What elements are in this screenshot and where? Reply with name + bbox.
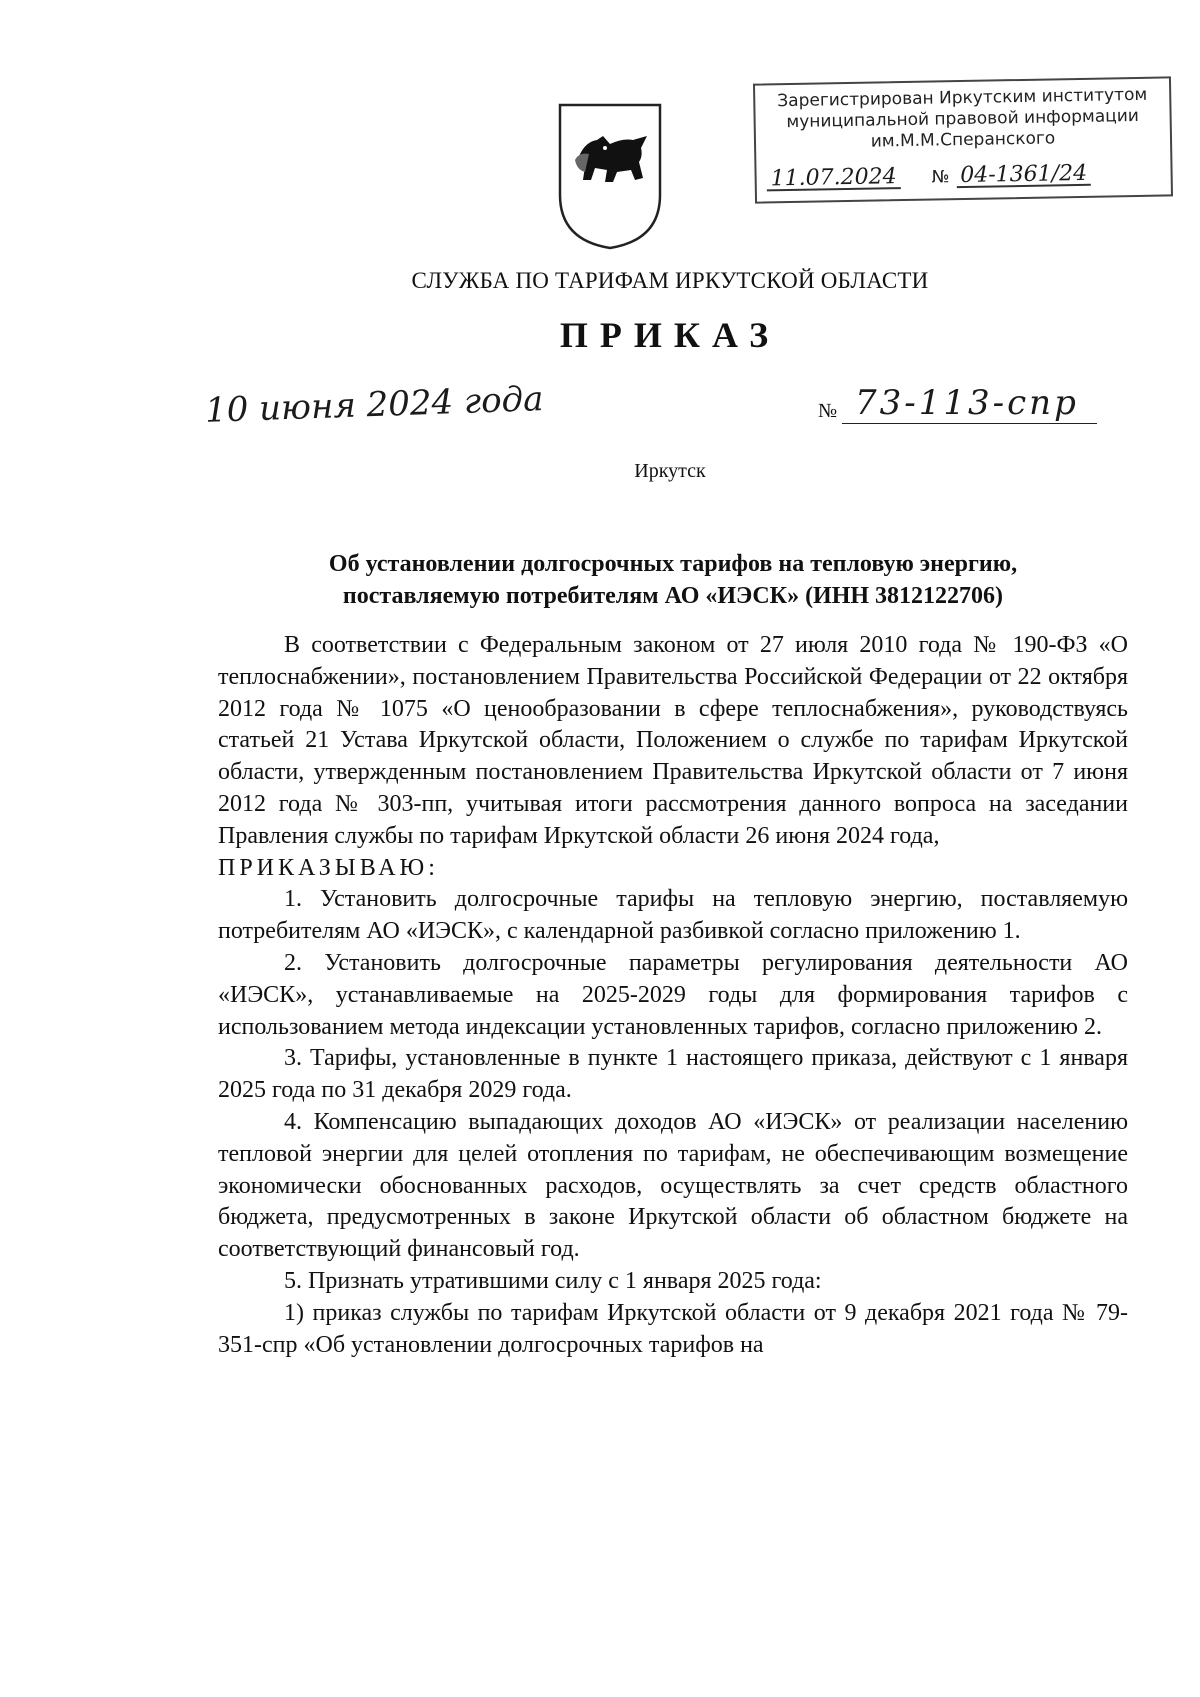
item-1-paragraph: 1. Установить долгосрочные тарифы на тепловую энергию, поставляемую потребителям АО «ИЭСК», с календарной разбивкой согласно приложению 1. — [218, 886, 1128, 945]
city: Иркутск — [634, 460, 706, 482]
stamp-line-3: им.М.М.Сперанского — [870, 128, 1056, 152]
document-title — [218, 548, 1128, 612]
item-2-paragraph: 2. Установить долгосрочные параметры регулирования деятельности АО «ИЭСК», устанавливаемые на 2025-2029 годы для формирования тарифов с использованием метода индексации установленных тарифов, согласно приложению 2. — [218, 949, 1128, 1040]
agency-name: СЛУЖБА ПО ТАРИФАМ ИРКУТСКОЙ ОБЛАСТИ — [411, 268, 929, 293]
order-number: 73-113-спр — [855, 383, 1079, 423]
stamp-date: 11.07.2024 — [766, 166, 900, 191]
preamble-paragraph: В соответствии с Федеральным законом от 27 июля 2010 года № 190-ФЗ «О теплоснабжении», постановлением Правительства Российской Федерации от 22 октября 2012 года № 1075 «О ценообразовании в сфере теплоснабжения», руководствуясь статьей 21 Устава Иркутской области, Положением о службе по тарифам Иркутской области, утвержденным постановлением Правительства Иркутской области от 7 июня 2012 года № 303-пп, учитывая итоги рассмотрения данного вопроса на заседании Правления службы по тарифам Иркутской области 26 июня 2024 года, — [218, 632, 1128, 849]
order-number-underline — [842, 423, 1097, 424]
order-number-label: № — [818, 400, 838, 422]
coat-of-arms-emblem — [555, 100, 665, 250]
stamp-number-label: № — [931, 167, 950, 188]
order-word: ПРИКАЗЫВАЮ: — [218, 854, 439, 881]
document-type-heading: ПРИКАЗ — [559, 315, 781, 355]
stamp-line-2: муниципальной правовой информации — [786, 105, 1140, 133]
stamp-number: 04-1361/24 — [956, 163, 1091, 188]
document-body — [218, 630, 1128, 1361]
stamp-line-1: Зарегистрирован Иркутским институтом — [777, 84, 1148, 112]
item-4-paragraph: 4. Компенсацию выпадающих доходов АО «ИЭСК» от реализации населению тепловой энергии для целей отопления по тарифам, не обеспечивающим возмещение экономически обоснованных расходов, осуществлять за счет средств областного бюджета, предусмотренных в законе Иркутской области об областном бюджете на соответствующий финансовый год. — [218, 1108, 1128, 1263]
item-5-paragraph: 5. Признать утратившими силу с 1 января 2025 года: — [284, 1267, 822, 1294]
stamp-registration-row — [766, 162, 1160, 192]
title-line-2: поставляемую потребителям АО «ИЭСК» (ИНН 3812122706) — [342, 583, 1004, 609]
title-line-1: Об установлении долгосрочных тарифов на тепловую энергию, — [328, 551, 1018, 577]
registration-stamp — [753, 76, 1173, 203]
item-3-paragraph: 3. Тарифы, установленные в пункте 1 настоящего приказа, действуют с 1 января 2025 года по 31 декабря 2029 года. — [218, 1045, 1128, 1104]
item-5-1-paragraph: 1) приказ службы по тарифам Иркутской области от 9 декабря 2021 года № 79-351-спр «Об установлении долгосрочных тарифов на — [218, 1299, 1128, 1358]
order-date: 10 июня 2024 года — [204, 379, 545, 431]
